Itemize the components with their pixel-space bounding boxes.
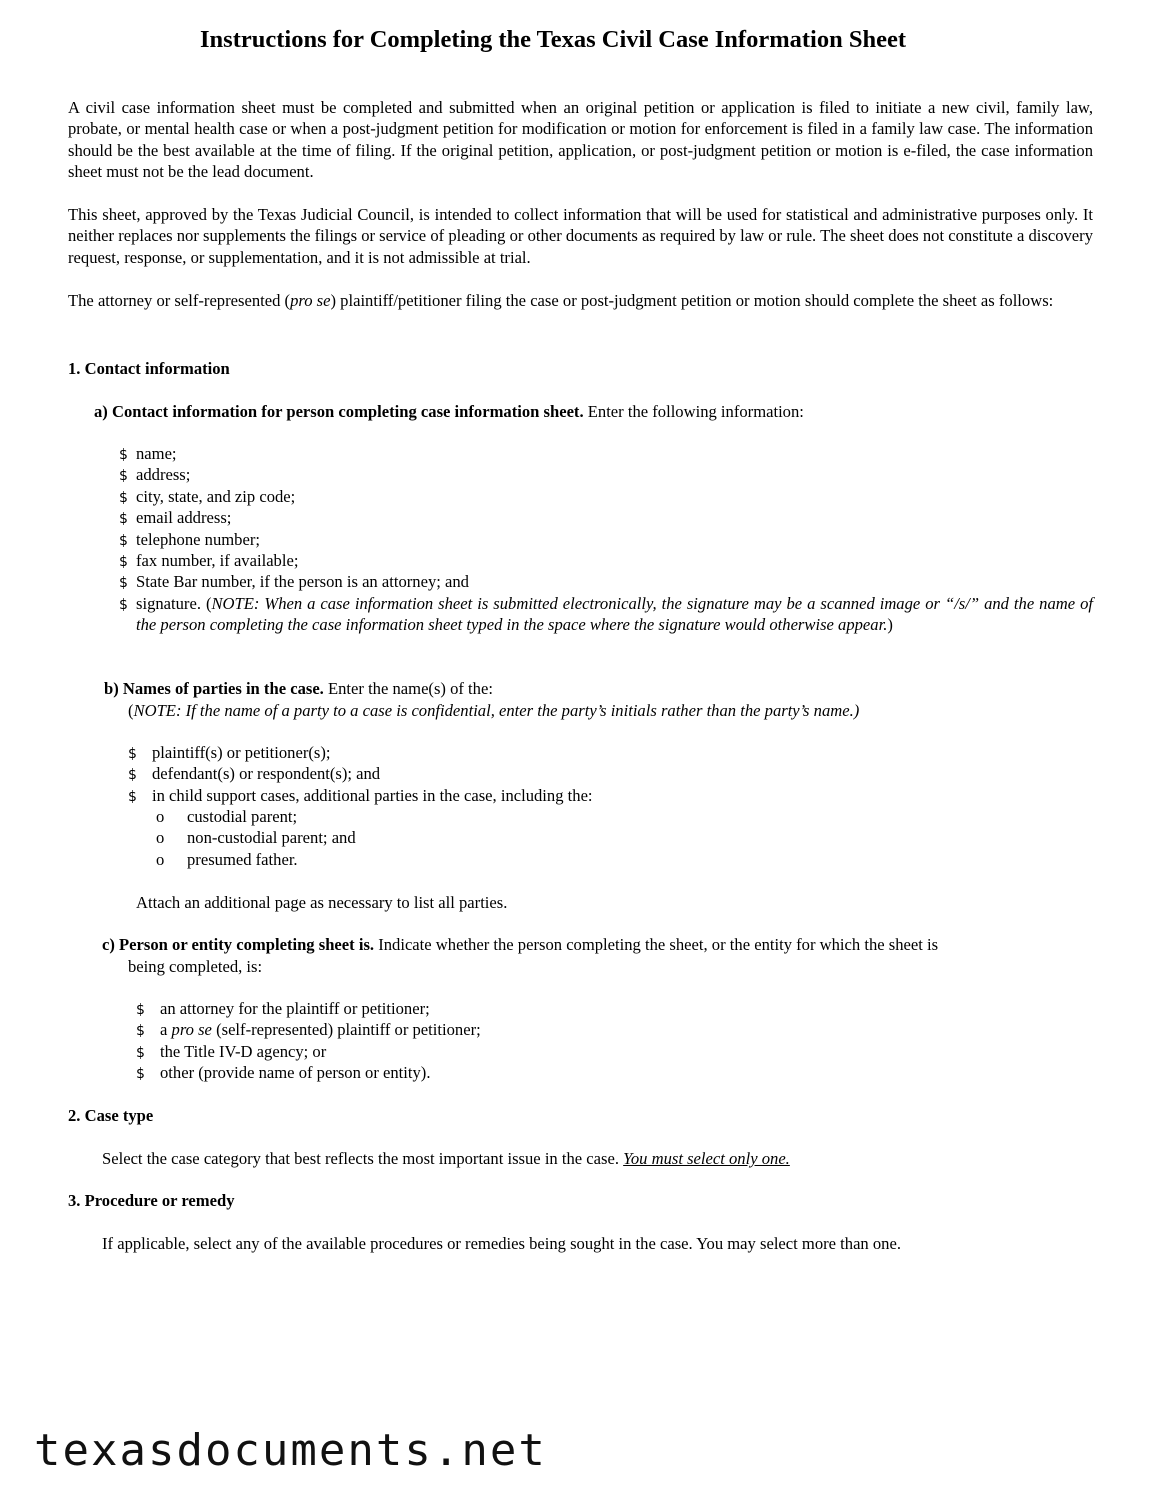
completer-bullet bbox=[136, 1041, 145, 1064]
bullet-mark: o bbox=[156, 828, 165, 848]
bullet-mark: $ bbox=[128, 788, 137, 805]
completer-item bbox=[160, 1062, 430, 1083]
watermark: texasdocuments.net bbox=[34, 1425, 547, 1476]
contact-info-bullet bbox=[119, 529, 128, 552]
section-1b-text: Enter the name(s) of the: bbox=[323, 679, 493, 698]
signature-item bbox=[136, 593, 1093, 636]
bullet-mark: $ bbox=[136, 1023, 145, 1040]
completer-item-before: other (provide name of person or entity). bbox=[160, 1063, 431, 1083]
pro-se-italic: pro se bbox=[290, 291, 331, 310]
contact-info-bullet bbox=[119, 443, 128, 466]
completer-item bbox=[160, 1019, 481, 1040]
signature-note: NOTE: When a case information sheet is submitted electronically, the signature may be a scanned image or “/s/” and the name of the person completing the case information sheet typed in the space where the signature would otherwise appear. bbox=[136, 594, 1093, 635]
bullet-mark: $ bbox=[119, 597, 128, 613]
party-sub-item: custodial parent; bbox=[187, 807, 298, 826]
section-1b-heading: b) Names of parties in the case. bbox=[104, 679, 324, 698]
intro-paragraph-1: A civil case information sheet must be completed and submitted when an original petition or application is filed to initiate a new civil, family law, probate, or mental health case or when a post-judgment petition for modification or motion for enforcement is filed in a family law case. The information should be the best available at the time of filing. If the original petition, application, or post-judgment petition or motion is e-filed, the case information sheet must not be the lead document. bbox=[68, 98, 1093, 182]
completer-bullet bbox=[136, 1062, 145, 1085]
attorney-paragraph bbox=[68, 290, 1093, 311]
party-name-note: NOTE: If the name of a party to a case is confidential, enter the party’s initials rather than the party’s name.) bbox=[133, 701, 860, 720]
completer-bullet bbox=[136, 1019, 145, 1042]
note-open: ( bbox=[128, 701, 134, 720]
contact-info-bullet bbox=[119, 571, 128, 594]
section-1c-text: Indicate whether the person completing the sheet, or the entity for which the sheet is bbox=[374, 935, 939, 954]
bullet-mark: $ bbox=[119, 511, 128, 528]
section-3-heading: 3. Procedure or remedy bbox=[68, 1191, 235, 1210]
bullet-mark: $ bbox=[119, 447, 128, 463]
party-sub-item: non-custodial parent; and bbox=[187, 828, 356, 848]
contact-info-item: email address; bbox=[136, 508, 232, 528]
completer-item-before: a bbox=[160, 1020, 172, 1040]
party-bullet bbox=[128, 742, 137, 765]
party-item: in child support cases, additional parties in the case, including the: bbox=[152, 785, 593, 805]
bullet-mark: $ bbox=[136, 1044, 145, 1061]
contact-info-item: address; bbox=[136, 465, 191, 485]
bullet-mark: $ bbox=[128, 746, 137, 762]
completer-bullet bbox=[136, 998, 145, 1021]
party-sub-bullet bbox=[156, 806, 164, 827]
section-1c-text-line2: being completed, is: bbox=[128, 957, 263, 976]
completer-item-before: the Title IV-D agency; or bbox=[160, 1041, 327, 1061]
attach-instruction: Attach an additional page as necessary to list all parties. bbox=[136, 893, 508, 912]
section-1-heading: 1. Contact information bbox=[68, 359, 230, 378]
party-sub-bullet bbox=[156, 849, 164, 870]
contact-info-bullet bbox=[119, 550, 128, 573]
section-1a-line bbox=[94, 401, 804, 422]
contact-info-item: city, state, and zip code; bbox=[136, 486, 296, 506]
signature-close: ) bbox=[887, 615, 893, 635]
section-1b-note bbox=[128, 700, 859, 721]
section-2-heading: 2. Case type bbox=[68, 1106, 154, 1125]
party-item: defendant(s) or respondent(s); and bbox=[152, 764, 381, 784]
contact-info-bullet bbox=[119, 486, 128, 509]
bullet-mark: $ bbox=[119, 575, 128, 592]
bullet-mark: $ bbox=[119, 554, 128, 570]
section-1a-heading: a) Contact information for person completing case information sheet. bbox=[94, 402, 584, 421]
bullet-mark: $ bbox=[119, 532, 128, 549]
bullet-mark: $ bbox=[119, 468, 128, 485]
intro-paragraph-2: This sheet, approved by the Texas Judicial Council, is intended to collect information that will be used for statistical and administrative purposes only. It neither replaces nor supplements the filings or service of pleading or other documents as required by law or rule. The sheet does not constitute a discovery request, response, or supplementation, and it is not admissible at trial. bbox=[68, 205, 1093, 267]
section-1c-line bbox=[102, 934, 938, 955]
bullet-mark: $ bbox=[136, 1066, 145, 1083]
party-sub-bullet bbox=[156, 827, 164, 848]
party-sub-item: presumed father. bbox=[187, 849, 298, 869]
bullet-mark: $ bbox=[128, 767, 137, 784]
completer-item bbox=[160, 1041, 326, 1062]
bullet-mark: o bbox=[156, 807, 165, 826]
attorney-text-b: ) plaintiff/petitioner filing the case or post-judgment petition or motion should complete the sheet as follows: bbox=[330, 291, 1054, 310]
case-type-text: Select the case category that best reflects the most important issue in the case. bbox=[102, 1149, 624, 1168]
contact-info-bullet bbox=[119, 464, 128, 487]
contact-info-item: State Bar number, if the person is an attorney; and bbox=[136, 572, 469, 592]
select-only-one: You must select only one. bbox=[623, 1149, 790, 1168]
section-3-text: If applicable, select any of the available procedures or remedies being sought in the case. You may select more than one. bbox=[102, 1234, 901, 1253]
completer-item-italic: pro se bbox=[171, 1020, 212, 1040]
bullet-mark: $ bbox=[136, 1002, 145, 1018]
bullet-mark: o bbox=[156, 849, 165, 869]
completer-item-before: an attorney for the plaintiff or petitioner; bbox=[160, 999, 430, 1018]
contact-info-item: fax number, if available; bbox=[136, 551, 299, 570]
section-1b-line bbox=[104, 678, 493, 699]
signature-text: signature. ( bbox=[136, 594, 212, 613]
section-2-text bbox=[102, 1148, 790, 1169]
contact-info-bullet bbox=[119, 507, 128, 530]
completer-item bbox=[160, 998, 430, 1019]
bullet-symbol bbox=[119, 593, 128, 616]
completer-item-after: (self-represented) plaintiff or petitioner; bbox=[211, 1020, 481, 1040]
contact-info-item: name; bbox=[136, 444, 177, 463]
party-bullet bbox=[128, 785, 137, 808]
attorney-text-a: The attorney or self-represented ( bbox=[68, 291, 291, 310]
section-1a-text: Enter the following information: bbox=[583, 402, 804, 421]
contact-info-item: telephone number; bbox=[136, 529, 260, 549]
party-bullet bbox=[128, 763, 137, 786]
bullet-mark: $ bbox=[119, 489, 128, 506]
party-item: plaintiff(s) or petitioner(s); bbox=[152, 743, 331, 762]
section-1c-heading: c) Person or entity completing sheet is. bbox=[102, 935, 375, 954]
page-title: Instructions for Completing the Texas Civil Case Information Sheet bbox=[200, 26, 906, 53]
